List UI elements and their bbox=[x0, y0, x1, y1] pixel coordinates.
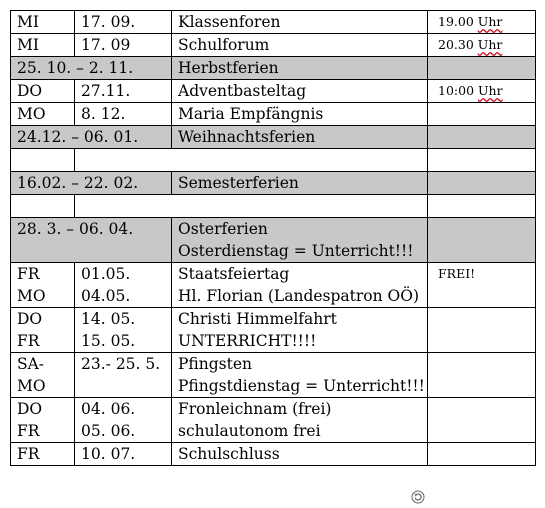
event-line: Herbstferien bbox=[178, 59, 279, 77]
date-cell bbox=[75, 443, 172, 466]
event-cell bbox=[172, 103, 428, 126]
event-cell bbox=[172, 443, 428, 466]
date-range-cell: 16.02. – 22. 02. bbox=[11, 172, 172, 195]
schedule-row bbox=[11, 126, 536, 149]
date-cell bbox=[75, 34, 172, 57]
note-label: FREI! bbox=[438, 266, 476, 281]
schedule-row bbox=[11, 11, 536, 34]
schedule-table bbox=[10, 10, 536, 466]
event-line: schulautonom frei bbox=[178, 422, 321, 440]
time-unit: Uhr bbox=[477, 37, 503, 52]
event-line: UNTERRICHT!!!! bbox=[178, 332, 317, 350]
event-line: Schulforum bbox=[178, 36, 270, 54]
note-cell bbox=[428, 218, 536, 263]
date-cell bbox=[75, 263, 172, 308]
schedule-row bbox=[11, 34, 536, 57]
event-line: Staatsfeiertag bbox=[178, 265, 290, 283]
event-line: Adventbasteltag bbox=[178, 82, 307, 100]
event-line: Osterdienstag = Unterricht!!! bbox=[178, 242, 414, 260]
time-value: 20.30 bbox=[438, 37, 474, 52]
schedule-row bbox=[11, 80, 536, 103]
weekday-line: DO bbox=[17, 310, 43, 328]
refresh-icon[interactable] bbox=[411, 490, 425, 504]
date-cell bbox=[75, 103, 172, 126]
time-unit: Uhr bbox=[478, 83, 503, 98]
empty-cell bbox=[11, 195, 75, 218]
empty-cell bbox=[428, 149, 536, 172]
date-line: 15. 05. bbox=[81, 332, 136, 350]
weekday-cell bbox=[11, 80, 75, 103]
date-line: 23.- 25. 5. bbox=[81, 355, 161, 373]
weekday-cell bbox=[11, 34, 75, 57]
event-line: Pfingsten bbox=[178, 355, 253, 373]
weekday-cell bbox=[11, 353, 75, 398]
weekday-line: MO bbox=[17, 105, 46, 123]
weekday-cell bbox=[11, 308, 75, 353]
event-line: Pfingstdienstag = Unterricht!!! bbox=[178, 377, 425, 395]
time-cell bbox=[428, 80, 536, 103]
event-cell bbox=[172, 80, 428, 103]
date-cell bbox=[75, 398, 172, 443]
schedule-row bbox=[11, 218, 536, 263]
weekday-line: SA- bbox=[17, 355, 45, 373]
schedule-body bbox=[11, 11, 536, 466]
weekday-line: MO bbox=[17, 287, 46, 305]
schedule-row bbox=[11, 398, 536, 443]
event-cell bbox=[172, 308, 428, 353]
weekday-line: MO bbox=[17, 377, 46, 395]
event-line: Maria Empfängnis bbox=[178, 105, 324, 123]
date-line: 10. 07. bbox=[81, 445, 136, 463]
note-cell bbox=[428, 57, 536, 80]
date-cell bbox=[75, 308, 172, 353]
date-range-cell: 25. 10. – 2. 11. bbox=[11, 57, 172, 80]
event-cell bbox=[172, 126, 428, 149]
event-line: Hl. Florian (Landespatron OÖ) bbox=[178, 287, 420, 305]
event-cell bbox=[172, 218, 428, 263]
date-line: 01.05. bbox=[81, 265, 131, 283]
schedule-row bbox=[11, 263, 536, 308]
time-value: 19.00 bbox=[438, 14, 474, 29]
empty-cell bbox=[11, 149, 75, 172]
event-line: Fronleichnam (frei) bbox=[178, 400, 332, 418]
time-cell bbox=[428, 34, 536, 57]
date-cell bbox=[75, 353, 172, 398]
time-cell bbox=[428, 103, 536, 126]
schedule-row bbox=[11, 103, 536, 126]
time-cell bbox=[428, 11, 536, 34]
event-cell bbox=[172, 57, 428, 80]
date-line: 17. 09. bbox=[81, 13, 136, 31]
schedule-row bbox=[11, 308, 536, 353]
weekday-cell bbox=[11, 398, 75, 443]
note-cell bbox=[428, 126, 536, 149]
date-line: 17. 09 bbox=[81, 36, 131, 54]
weekday-line: DO bbox=[17, 82, 43, 100]
weekday-cell bbox=[11, 443, 75, 466]
schedule-row bbox=[11, 353, 536, 398]
event-line: Christi Himmelfahrt bbox=[178, 310, 337, 328]
date-line: 04.05. bbox=[81, 287, 131, 305]
event-line: Klassenforen bbox=[178, 13, 281, 31]
empty-cell bbox=[428, 195, 536, 218]
date-line: 8. 12. bbox=[81, 105, 126, 123]
weekday-cell bbox=[11, 263, 75, 308]
weekday-line: MI bbox=[17, 13, 39, 31]
event-cell bbox=[172, 353, 428, 398]
date-range-cell: 28. 3. – 06. 04. bbox=[11, 218, 172, 263]
weekday-line: FR bbox=[17, 265, 40, 283]
event-cell bbox=[172, 398, 428, 443]
time-cell bbox=[428, 398, 536, 443]
date-line: 27.11. bbox=[81, 82, 131, 100]
weekday-line: DO bbox=[17, 400, 43, 418]
schedule-row bbox=[11, 172, 536, 195]
event-cell bbox=[172, 172, 428, 195]
weekday-line: MI bbox=[17, 36, 39, 54]
time-value: 10:00 bbox=[438, 83, 475, 98]
weekday-line: FR bbox=[17, 422, 40, 440]
date-range-cell: 24.12. – 06. 01. bbox=[11, 126, 172, 149]
empty-cell bbox=[75, 149, 428, 172]
weekday-line: FR bbox=[17, 332, 40, 350]
date-cell bbox=[75, 11, 172, 34]
time-cell bbox=[428, 263, 536, 308]
schedule-row bbox=[11, 195, 536, 218]
empty-cell bbox=[75, 195, 428, 218]
time-cell bbox=[428, 443, 536, 466]
date-cell bbox=[75, 80, 172, 103]
note-cell bbox=[428, 172, 536, 195]
event-line: Semesterferien bbox=[178, 174, 299, 192]
weekday-cell bbox=[11, 103, 75, 126]
weekday-cell bbox=[11, 11, 75, 34]
schedule-row bbox=[11, 443, 536, 466]
event-cell bbox=[172, 263, 428, 308]
date-line: 05. 06. bbox=[81, 422, 136, 440]
event-cell bbox=[172, 11, 428, 34]
schedule-row bbox=[11, 57, 536, 80]
event-line: Schulschluss bbox=[178, 445, 280, 463]
event-line: Weihnachtsferien bbox=[178, 128, 316, 146]
time-unit: Uhr bbox=[477, 14, 503, 29]
event-cell bbox=[172, 34, 428, 57]
date-line: 04. 06. bbox=[81, 400, 136, 418]
weekday-line: FR bbox=[17, 445, 40, 463]
schedule-row bbox=[11, 149, 536, 172]
time-cell bbox=[428, 308, 536, 353]
time-cell bbox=[428, 353, 536, 398]
event-line: Osterferien bbox=[178, 220, 268, 238]
date-line: 14. 05. bbox=[81, 310, 136, 328]
